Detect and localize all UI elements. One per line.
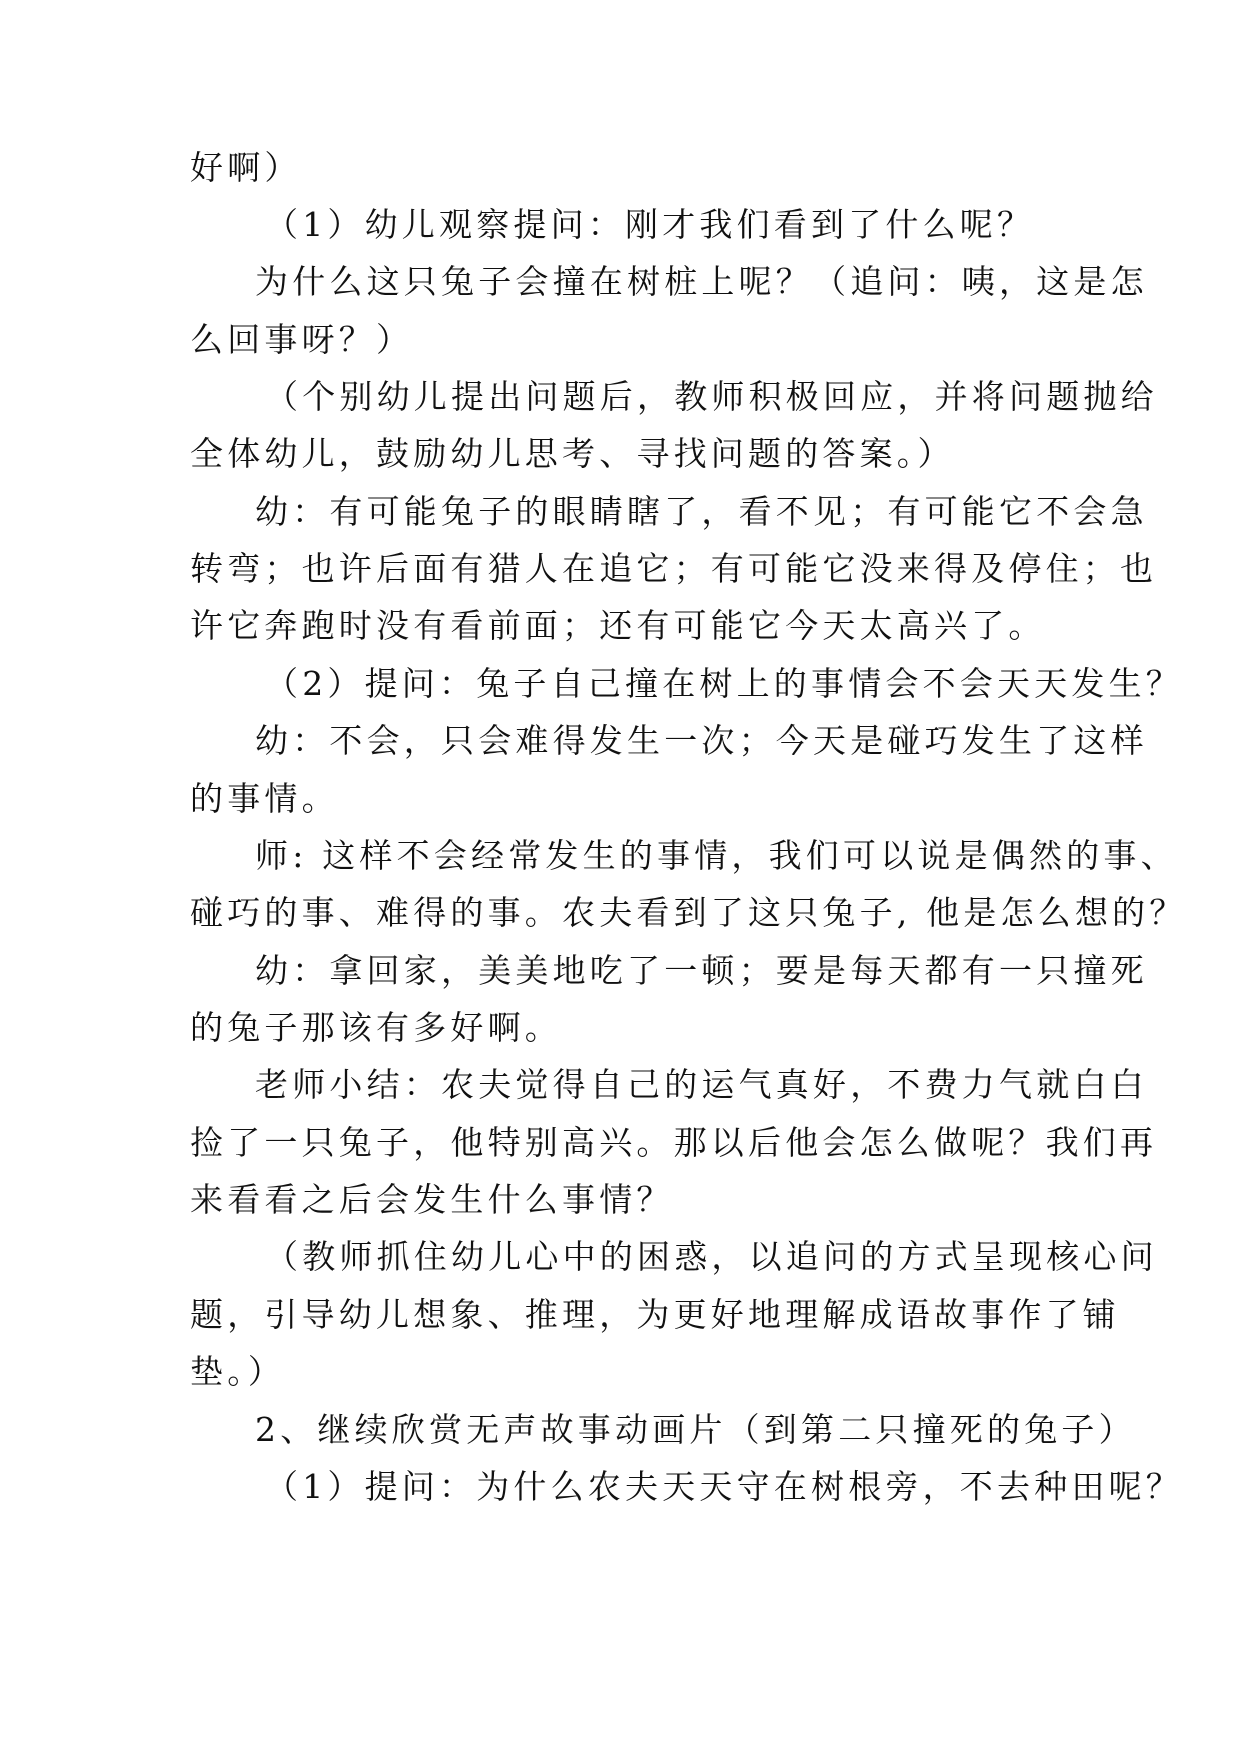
text-line: 捡了一只兔子，他特别高兴。那以后他会怎么做呢？我们再 — [190, 1123, 1158, 1162]
text-line: 的事情。 — [190, 779, 339, 818]
text-line: 来看看之后会发生什么事情？ — [190, 1180, 674, 1219]
text-line: 许它奔跑时没有看前面；还有可能它今天太高兴了。 — [190, 606, 1046, 645]
text-line: 师: 这样不会经常发生的事情，我们可以说是偶然的事、 — [255, 836, 1178, 875]
text-line: （个别幼儿提出问题后，教师积极回应，并将问题抛给 — [265, 377, 1158, 416]
text-line: 幼：不会，只会难得发生一次；今天是碰巧发生了这样 — [255, 721, 1148, 760]
text-line: 幼：拿回家，美美地吃了一顿；要是每天都有一只撞死 — [255, 951, 1148, 990]
text-line: 2、继续欣赏无声故事动画片（到第二只撞死的兔子） — [255, 1410, 1136, 1449]
text-line: 好啊） — [190, 148, 302, 187]
text-line: 为什么这只兔子会撞在树桩上呢？（追问：咦，这是怎 — [255, 262, 1148, 301]
text-line: （教师抓住幼儿心中的困惑，以追问的方式呈现核心问 — [265, 1237, 1158, 1276]
text-line: 转弯；也许后面有猎人在追它；有可能它没来得及停住；也 — [190, 549, 1158, 588]
text-line: 碰巧的事、难得的事。农夫看到了这只兔子, 他是怎么想的？ — [190, 893, 1187, 932]
text-line: 题，引导幼儿想象、推理，为更好地理解成语故事作了铺 — [190, 1295, 1120, 1334]
text-line: 的兔子那该有多好啊。 — [190, 1008, 562, 1047]
text-line: （2）提问：兔子自己撞在树上的事情会不会天天发生？ — [265, 664, 1183, 703]
text-line: 垫。） — [190, 1352, 286, 1391]
text-line: 么回事呀？） — [190, 320, 414, 359]
text-line: （1）提问：为什么农夫天天守在树根旁，不去种田呢？ — [265, 1467, 1183, 1506]
text-line: 全体幼儿，鼓励幼儿思考、寻找问题的答案。） — [190, 434, 955, 473]
text-line: （1）幼儿观察提问：刚才我们看到了什么呢？ — [265, 205, 1035, 244]
text-line: 幼：有可能兔子的眼睛瞎了，看不见；有可能它不会急 — [255, 492, 1148, 531]
text-line: 老师小结：农夫觉得自己的运气真好，不费力气就白白 — [255, 1065, 1148, 1104]
